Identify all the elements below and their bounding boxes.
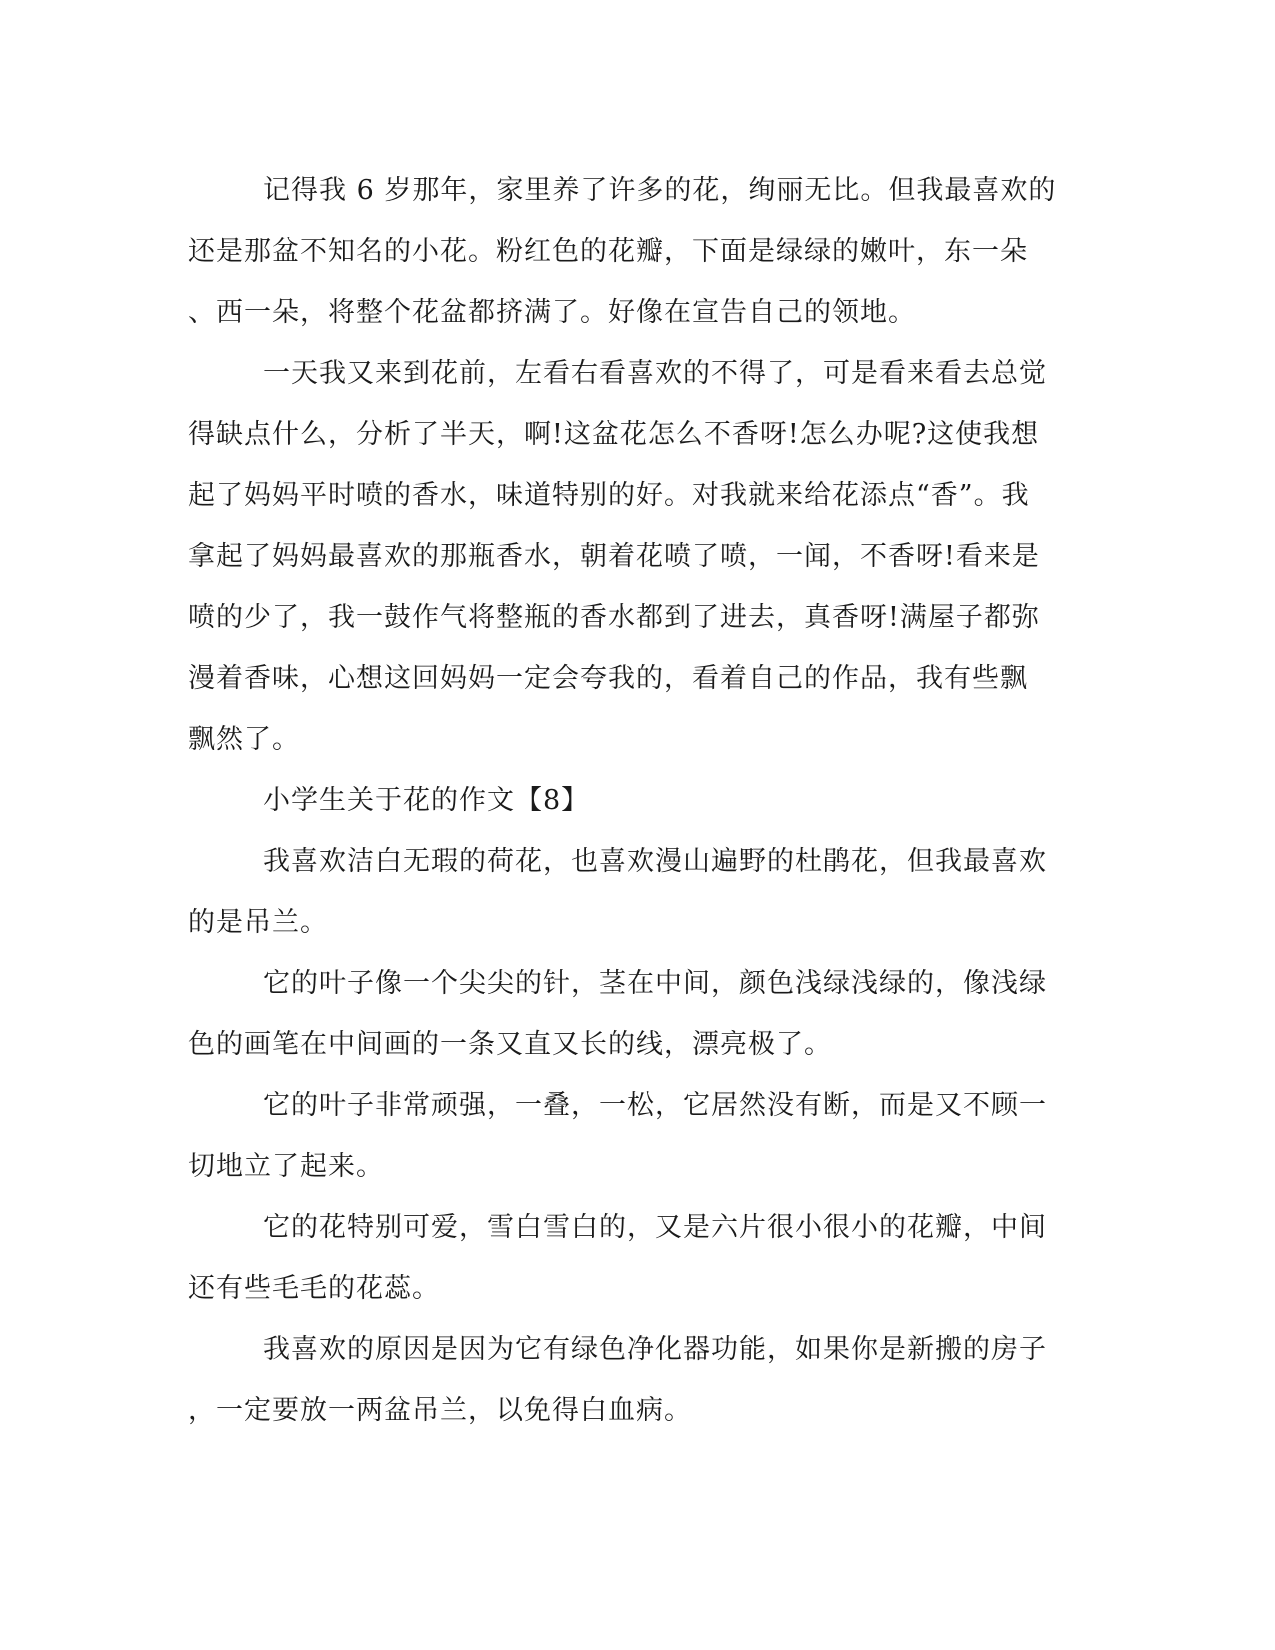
section-heading: 小学生关于花的作文【8】 — [263, 785, 590, 816]
text-line: 色的画笔在中间画的一条又直又长的线，漂亮极了。 — [188, 1029, 832, 1060]
text-line: 一天我又来到花前，左看右看喜欢的不得了，可是看来看去总觉 — [263, 358, 1047, 389]
text-line: 它的叶子像一个尖尖的针，茎在中间，颜色浅绿浅绿的，像浅绿 — [263, 968, 1047, 999]
text-line: 它的叶子非常顽强，一叠，一松，它居然没有断，而是又不顾一 — [263, 1090, 1047, 1121]
text-line: 它的花特别可爱，雪白雪白的，又是六片很小很小的花瓣，中间 — [263, 1212, 1047, 1243]
text-line: 记得我 6 岁那年，家里养了许多的花，绚丽无比。但我最喜欢的 — [263, 175, 1057, 206]
text-line: 我喜欢洁白无瑕的荷花，也喜欢漫山遍野的杜鹃花，但我最喜欢 — [263, 846, 1047, 877]
text-line: 切地立了起来。 — [188, 1151, 384, 1182]
text-line: 喷的少了，我一鼓作气将整瓶的香水都到了进去，真香呀!满屋子都弥 — [188, 602, 1040, 633]
text-line: 还是那盆不知名的小花。粉红色的花瓣，下面是绿绿的嫩叶，东一朵 — [188, 236, 1028, 267]
text-line: 漫着香味，心想这回妈妈一定会夸我的，看着自己的作品，我有些飘 — [188, 663, 1028, 694]
document-body — [188, 160, 1068, 1441]
text-line: 得缺点什么，分析了半天，啊!这盆花怎么不香呀!怎么办呢?这使我想 — [188, 419, 1040, 450]
text-line: 、西一朵，将整个花盆都挤满了。好像在宣告自己的领地。 — [188, 297, 916, 328]
text-line: ，一定要放一两盆吊兰，以免得白血病。 — [188, 1395, 692, 1426]
text-line: 拿起了妈妈最喜欢的那瓶香水，朝着花喷了喷，一闻，不香呀!看来是 — [188, 541, 1040, 572]
text-line: 的是吊兰。 — [188, 907, 328, 938]
text-line: 飘然了。 — [188, 724, 300, 755]
text-line: 还有些毛毛的花蕊。 — [188, 1273, 440, 1304]
text-line: 起了妈妈平时喷的香水，味道特别的好。对我就来给花添点“香”。我 — [188, 480, 1030, 511]
text-line: 我喜欢的原因是因为它有绿色净化器功能，如果你是新搬的房子 — [263, 1334, 1047, 1365]
